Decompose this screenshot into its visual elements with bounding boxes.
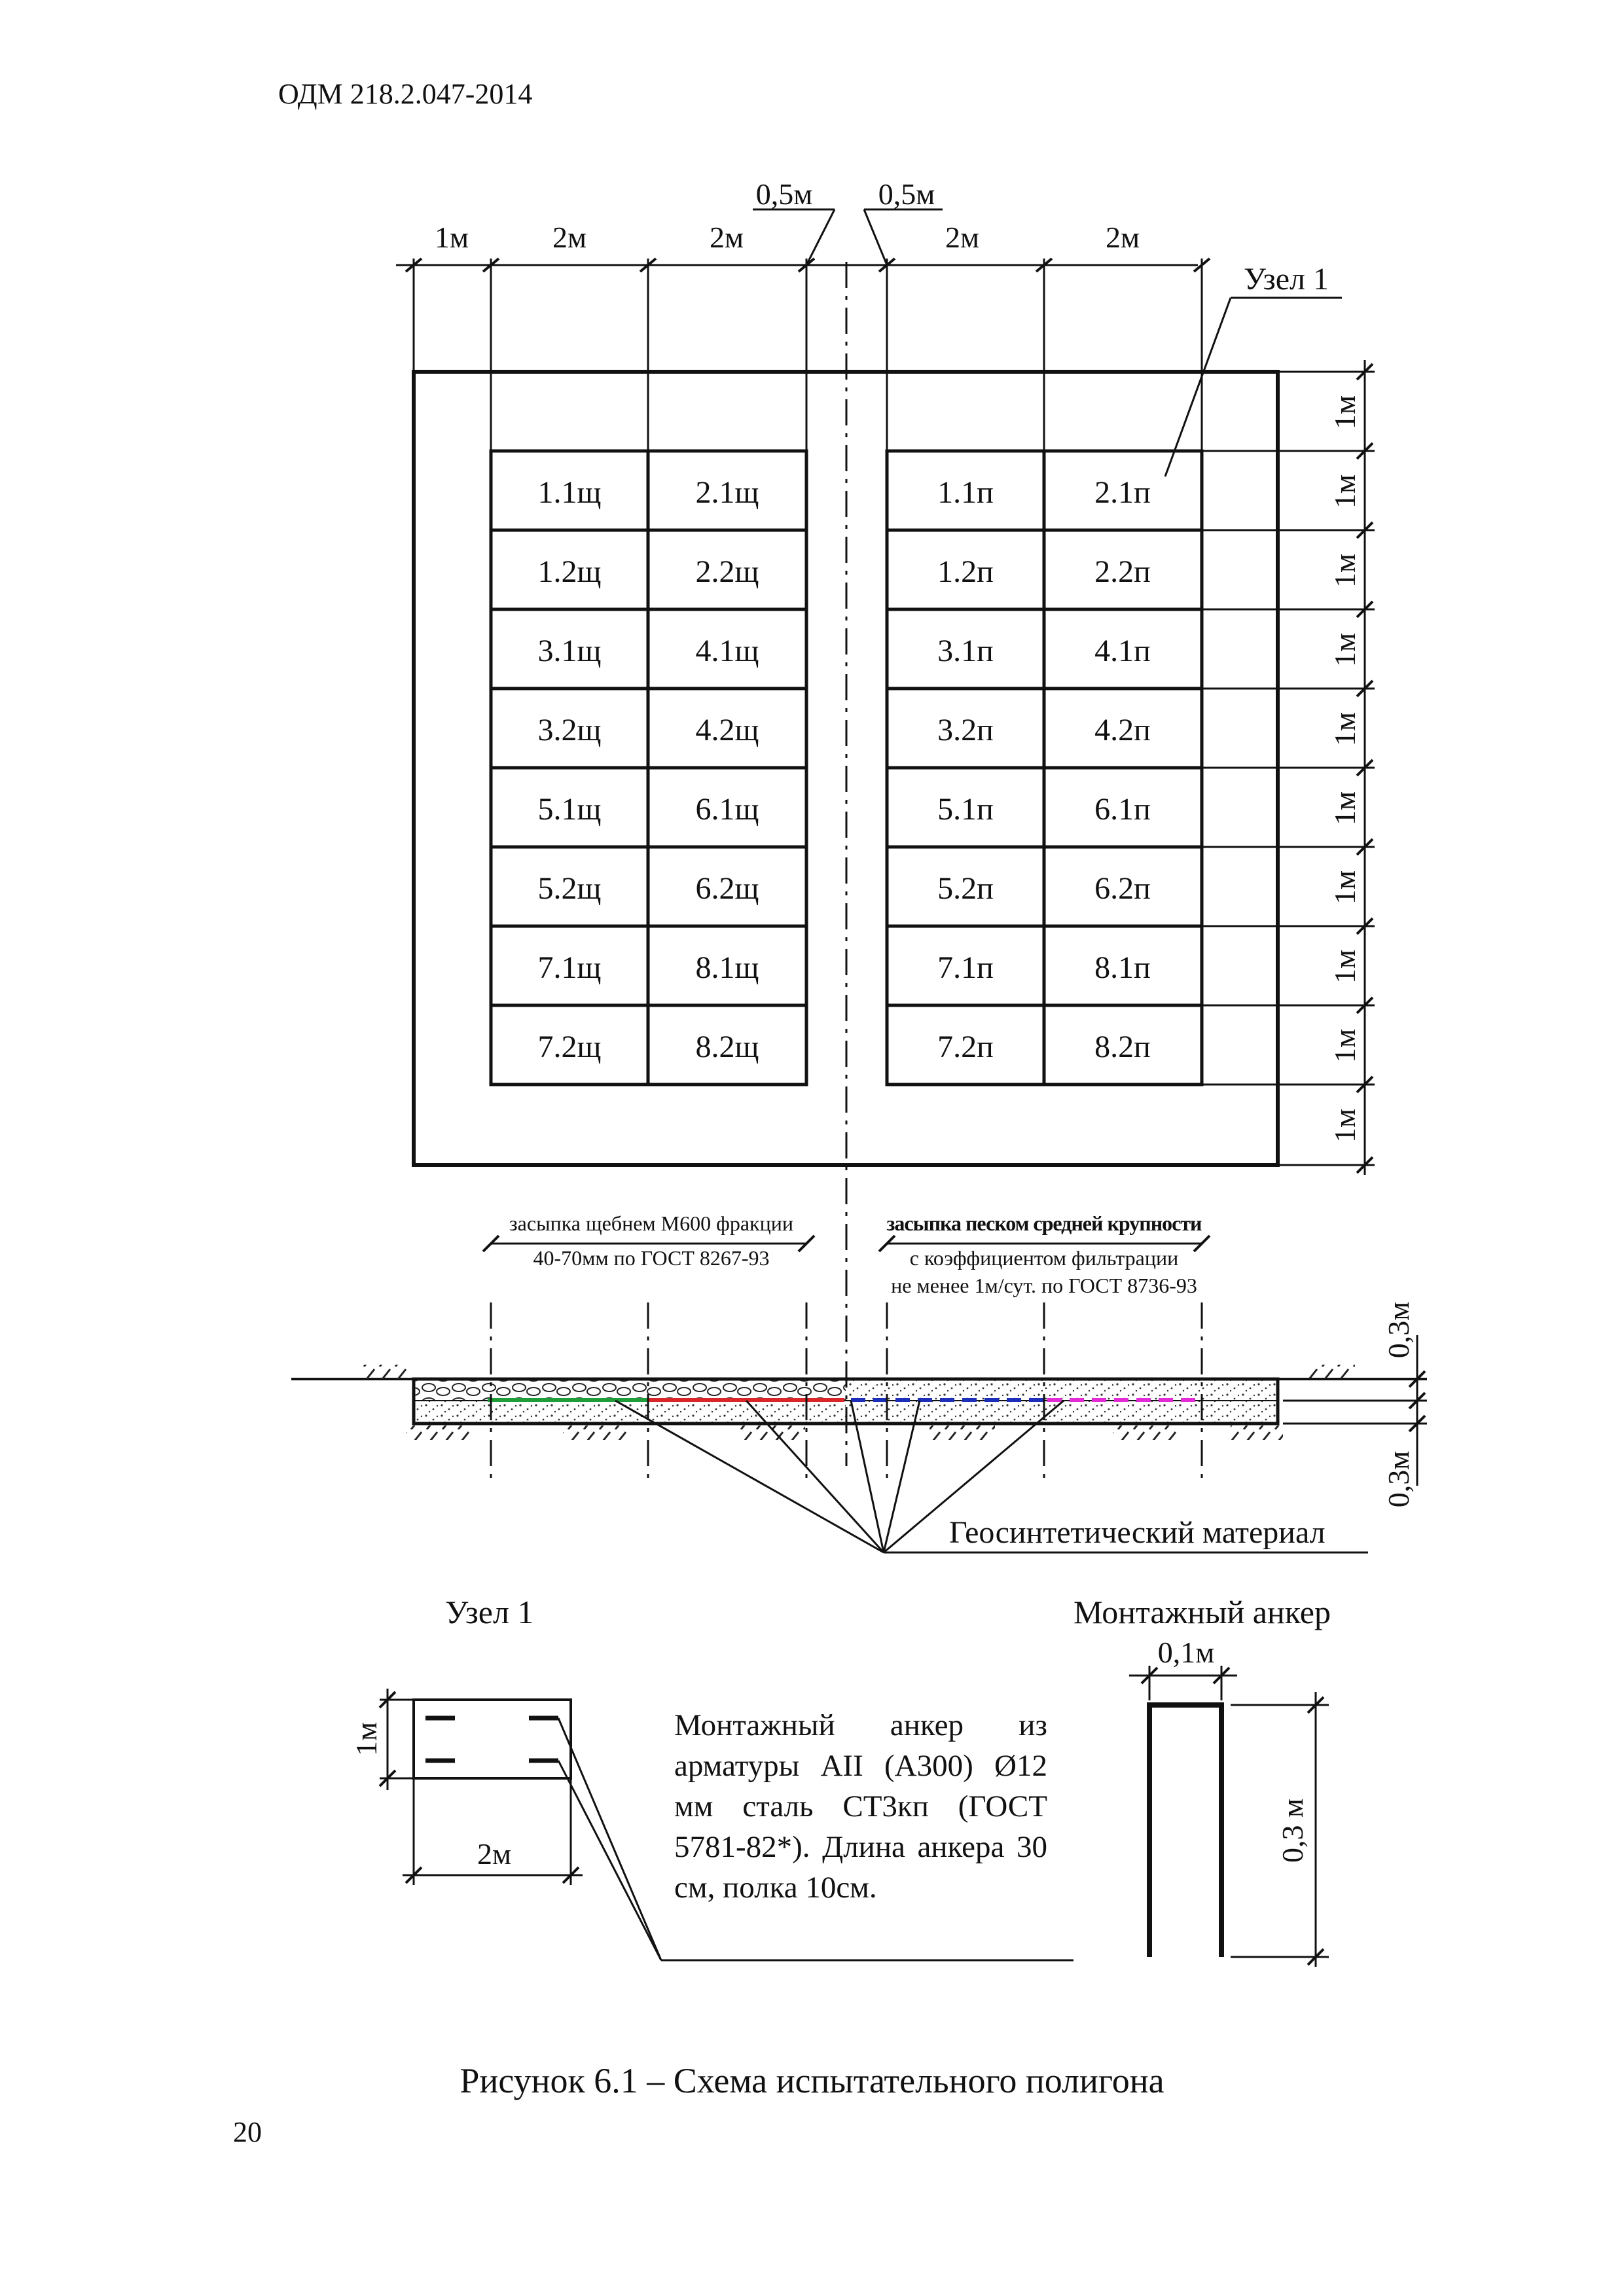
gravel-fill-note: засыпка щебнем М600 фракции — [509, 1211, 793, 1235]
plot-cell: 4.2п — [1094, 713, 1151, 747]
geosynthetic-label: Геосинтетический материал — [949, 1515, 1326, 1550]
node-dim-height: 1м — [350, 1721, 383, 1757]
dim-label: 1м — [434, 221, 469, 254]
plot-cell: 6.2п — [1094, 871, 1151, 906]
plot-cell: 7.1п — [937, 950, 994, 985]
dim-label: 1м — [1328, 553, 1362, 588]
node-callout — [1165, 262, 1342, 476]
dim-label: 1м — [1328, 474, 1362, 509]
plot-cell: 4.2щ — [695, 713, 759, 747]
dim-label: 2м — [1105, 221, 1140, 254]
dim-label: 1м — [1328, 791, 1362, 826]
dim-label: 0,5м — [755, 177, 813, 211]
plot-cell: 5.2щ — [537, 871, 602, 906]
plot-cell: 1.1п — [937, 475, 994, 510]
side-dimension-labels — [1328, 395, 1362, 1143]
sand-fill-note: не менее 1м/сут. по ГОСТ 8736-93 — [891, 1274, 1197, 1297]
dim-label: 2м — [709, 221, 744, 254]
plot-cell: 7.1щ — [537, 950, 602, 985]
plot-cell: 7.2п — [937, 1030, 994, 1064]
document-code: ОДМ 218.2.047-2014 — [278, 78, 533, 110]
dim-label: 2м — [945, 221, 980, 254]
plot-cell: 3.2щ — [537, 713, 602, 747]
gravel-fill-note: 40-70мм по ГОСТ 8267-93 — [533, 1246, 770, 1270]
left-plot-grid — [491, 451, 806, 1085]
anchor-title: Монтажный анкер — [1074, 1594, 1331, 1630]
plot-cell: 5.2п — [937, 871, 994, 906]
plot-cell: 2.2щ — [695, 554, 759, 589]
cross-section — [291, 1302, 1427, 1552]
plot-cell: 1.2щ — [537, 554, 602, 589]
plot-cell: 5.1щ — [537, 792, 602, 827]
anchor-dim-width: 0,1м — [1157, 1636, 1215, 1669]
dim-label: 1м — [1328, 870, 1362, 905]
dim-label: 0,3м — [1382, 1301, 1415, 1359]
plot-cell: 3.1щ — [537, 634, 602, 668]
plot-cell: 8.1щ — [695, 950, 759, 985]
plot-cell: 7.2щ — [537, 1030, 602, 1064]
plot-cell: 1.2п — [937, 554, 994, 589]
plot-cell: 5.1п — [937, 792, 994, 827]
page-number: 20 — [233, 2116, 262, 2148]
plot-cell: 3.1п — [937, 634, 994, 668]
top-dimension-labels — [435, 177, 1140, 254]
plot-cell: 4.1щ — [695, 634, 759, 668]
plot-cell: 2.2п — [1094, 554, 1151, 589]
plot-cell: 6.2щ — [695, 871, 759, 906]
plot-cell: 6.1п — [1094, 792, 1151, 827]
dim-label: 1м — [1328, 395, 1362, 430]
dim-label: 1м — [1328, 949, 1362, 984]
plot-cell: 8.1п — [1094, 950, 1151, 985]
anchor-description: Монтажный анкер из арматуры АII (А300) Ø12 мм сталь СТ3кп (ГОСТ 5781-82*). Длина анкера 30 см, полка 10см. — [674, 1708, 1047, 1905]
right-plot-grid — [887, 451, 1202, 1085]
plot-cell: 2.1п — [1094, 475, 1151, 510]
plot-cell: 6.1щ — [695, 792, 759, 827]
figure-caption: Рисунок 6.1 – Схема испытательного полигона — [460, 2061, 1164, 2100]
plot-cell: 8.2щ — [695, 1030, 759, 1064]
plot-cell: 8.2п — [1094, 1030, 1151, 1064]
plot-cell: 4.1п — [1094, 634, 1151, 668]
dim-label: 1м — [1328, 1028, 1362, 1064]
top-dimension-chain — [396, 209, 1210, 452]
sand-fill-note: с коэффициентом фильтрации — [909, 1246, 1179, 1270]
dim-label: 1м — [1328, 1108, 1362, 1143]
node-callout-label: Узел 1 — [1244, 262, 1329, 296]
anchor-dim-height: 0,3 м — [1276, 1798, 1309, 1863]
dim-label: 0,5м — [878, 177, 935, 211]
sand-fill-note: засыпка песком средней крупности — [886, 1211, 1202, 1235]
plot-cell: 3.2п — [937, 713, 994, 747]
dim-label: 1м — [1328, 711, 1362, 747]
dim-label: 2м — [552, 221, 587, 254]
anchor-detail — [1074, 1594, 1331, 1967]
plot-cell: 1.1щ — [537, 475, 602, 510]
dim-label: 0,3м — [1382, 1450, 1415, 1508]
dim-label: 1м — [1328, 632, 1362, 668]
node-dim-width: 2м — [477, 1837, 512, 1871]
node-detail-title: Узел 1 — [445, 1594, 534, 1630]
plot-cell: 2.1щ — [695, 475, 759, 510]
